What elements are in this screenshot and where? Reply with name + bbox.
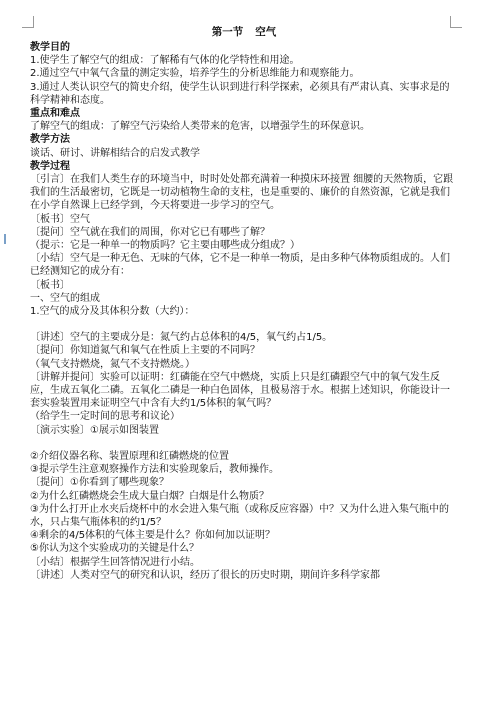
paragraph: 了解空气的组成：了解空气污染给人类带来的危害，以增强学生的环保意识。 xyxy=(30,121,370,133)
title-topic: 空气 xyxy=(255,26,277,38)
document-page xyxy=(30,24,458,582)
paragraph: （提示：它是一种单一的物质吗？它主要由哪些成分组成？） xyxy=(30,240,300,252)
section-heading: 教学过程 xyxy=(30,160,70,172)
paragraph: 〔讲解并提问〕实验可以证明：红磷能在空气中燃烧，实质上只是红磷跟空气中的氧气发生反应，生成五氧化二磷。五氧化二磷是一种白色固体，且极易溶于水。根据上述知识，你能设计一套实验装置用来证明空气中含有大约1/5体积的氧气吗？ xyxy=(30,371,450,410)
paragraph: 〔引言〕在我们人类生存的环境当中，时时处处都充满着一种摸床环接置 细腰的天然物质，它跟我们的生活最密切，它既是一切动植物生命的支柱，也是重要的、廉价的自然资源，它就是我们在小学自然课上已经学到，今天将要进一步学习的空气。 xyxy=(30,174,454,212)
paragraph: ③为什么打开止水夹后烧杯中的水会进入集气瓶（或称反应容器）中？又为什么进入集气瓶中的水，只占集气瓶体积的约1/5？ xyxy=(30,503,449,528)
paragraph: 〔提问〕①你看到了哪些现象？ xyxy=(30,477,169,489)
paragraph: 〔讲述〕人类对空气的研究和认识，经历了很长的历史时期，期间许多科学家都 xyxy=(30,569,380,581)
document-body xyxy=(30,41,458,582)
text-cursor-marker xyxy=(4,234,6,244)
paragraph: 〔讲述〕空气的主要成分是：氮气约占总体积的4/5，氧气约占1/5。 xyxy=(30,332,333,344)
paragraph: 1.空气的成分及其体积分数（大约）： xyxy=(30,306,195,318)
paragraph: ②介绍仪器名称、装置原理和红磷燃烧的位置 xyxy=(30,450,229,462)
paragraph: 一、空气的组成 xyxy=(30,292,100,304)
title-section: 第一节 xyxy=(211,26,244,38)
paragraph: （氧气支持燃烧，氮气不支持燃烧。） xyxy=(30,358,195,370)
paragraph: ③提示学生注意观察操作方法和实验现象后，教师操作。 xyxy=(30,464,279,476)
paragraph: 谈话、研讨、讲解相结合的启发式教学 xyxy=(30,147,200,159)
paragraph: 1.使学生了解空气的组成：了解稀有气体的化学特性和用途。 xyxy=(30,55,300,67)
paragraph: ⑤你认为这个实验成功的关键是什么？ xyxy=(30,543,199,555)
section-heading: 教学目的 xyxy=(30,42,70,53)
paragraph: 〔板书〕空气 xyxy=(30,213,90,225)
figure-space xyxy=(30,318,458,331)
paragraph: 〔小结〕根据学生回答情况进行小结。 xyxy=(30,556,200,568)
paragraph: 〔演示实验〕①展示如图装置 xyxy=(30,424,159,436)
section-heading: 重点和难点 xyxy=(30,108,80,120)
paragraph: 〔提问〕你知道氮气和氧气在性质上主要的不同吗？ xyxy=(30,345,260,357)
paragraph: 2.通过空气中氧气含量的测定实验，培养学生的分析思维能力和观察能力。 xyxy=(30,68,360,80)
paragraph: 〔板书〕 xyxy=(30,279,70,291)
paragraph: 〔提问〕空气就在我们的周围，你对它已有哪些了解？ xyxy=(30,226,270,238)
section-heading: 教学方法 xyxy=(30,134,70,146)
paragraph: （给学生一定时间的思考和议论） xyxy=(30,411,180,423)
figure-space xyxy=(30,437,458,450)
paragraph: ④剩余的4/5体积的气体主要是什么？你如何加以证明？ xyxy=(30,530,276,542)
paragraph: ②为什么红磷燃烧会生成大量白烟？白烟是什么物质？ xyxy=(30,490,269,502)
paragraph: 3.通过人类认识空气的简史介绍，使学生认识到进行科学探索，必须具有严肃认真、实事求是的科学精神和态度。 xyxy=(30,81,450,106)
page-title xyxy=(30,24,458,41)
paragraph: 〔小结〕空气是一种无色、无味的气体，它不是一种单一物质，是由多种气体物质组成的。人们已经测知它的成分有： xyxy=(30,253,450,278)
